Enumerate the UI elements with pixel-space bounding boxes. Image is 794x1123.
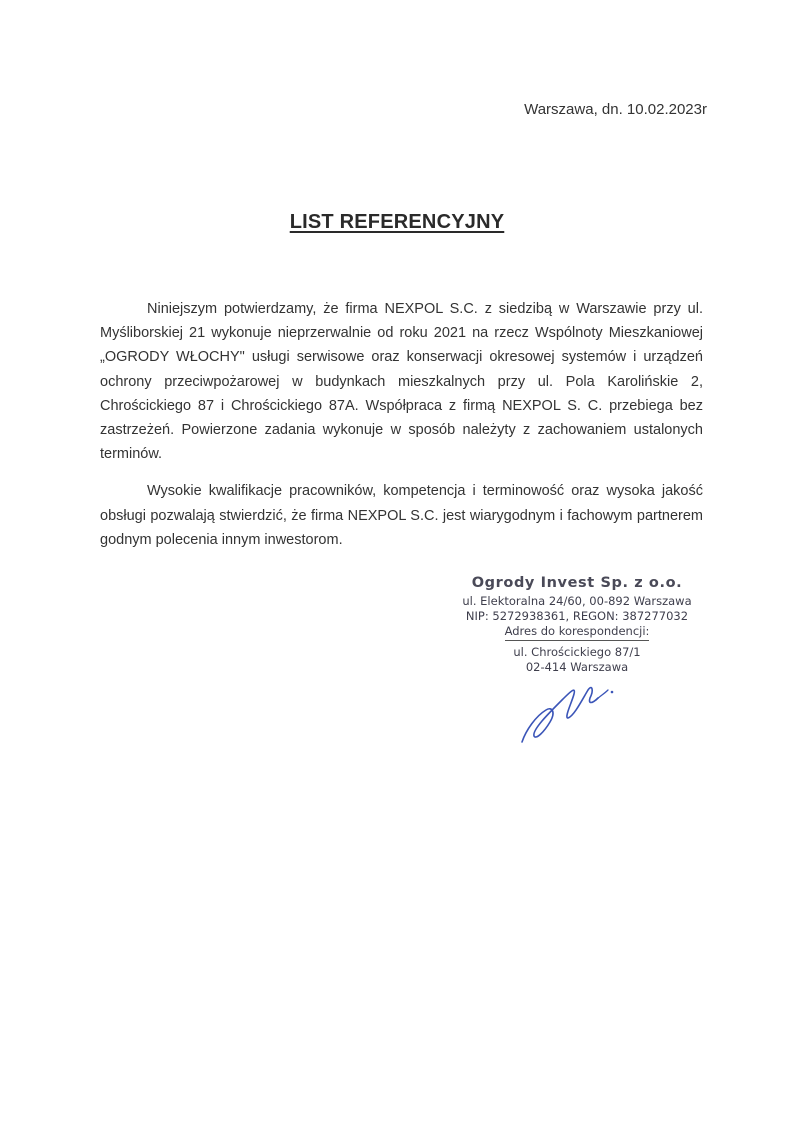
stamp-company-name: Ogrody Invest Sp. z o.o. [471, 575, 683, 591]
letter-body [100, 297, 703, 565]
stamp-tax-ids: NIP: 5272938361, REGON: 387277032 [465, 609, 689, 623]
paragraph-recommendation: Wysokie kwalifikacje pracowników, kompetencja i terminowość oraz wysoka jakość obsługi pozwalają stwierdzić, że firma NEXPOL S.C. jest wiarygodnym i fachowym partnerem godnym polecenia innym inwestorom. [100, 483, 703, 548]
letter-title: LIST REFERENCYJNY [289, 211, 505, 233]
signature-stroke-main [522, 688, 598, 742]
stamp-address: ul. Elektoralna 24/60, 00-892 Warszawa [462, 594, 692, 608]
letter-date: Warszawa, dn. 10.02.2023r [524, 101, 707, 118]
signature-dot [611, 691, 614, 694]
signature-stroke-tail [596, 690, 608, 700]
stamp-correspondence-label: Adres do korespondencji: [505, 624, 650, 641]
handwritten-signature [512, 660, 622, 750]
paragraph-confirmation: Niniejszym potwierdzamy, że firma NEXPOL S.C. z siedzibą w Warszawie przy ul. Myśliborskiej 21 wykonuje nieprzerwalnie od roku 2021 na rzecz Wspólnoty Mieszkaniowej „OGRODY WŁOCHY" usługi serwisowe oraz konserwacji okresowej systemów i urządzeń ochrony przeciwpożarowej w budynkach mieszkalnych przy ul. Pola Karolińskie 2, Chrościckiego 87 i Chrościckiego 87A. Współpraca z firmą NEXPOL S. C. przebiega bez zastrzeżeń. Powierzone zadania wykonuje w sposób należyty z zachowaniem ustalonych terminów. [100, 301, 703, 463]
stamp-correspondence-street: ul. Chrościckiego 87/1 [513, 645, 641, 659]
stamp-correspondence-city: 02-414 Warszawa [525, 660, 629, 674]
